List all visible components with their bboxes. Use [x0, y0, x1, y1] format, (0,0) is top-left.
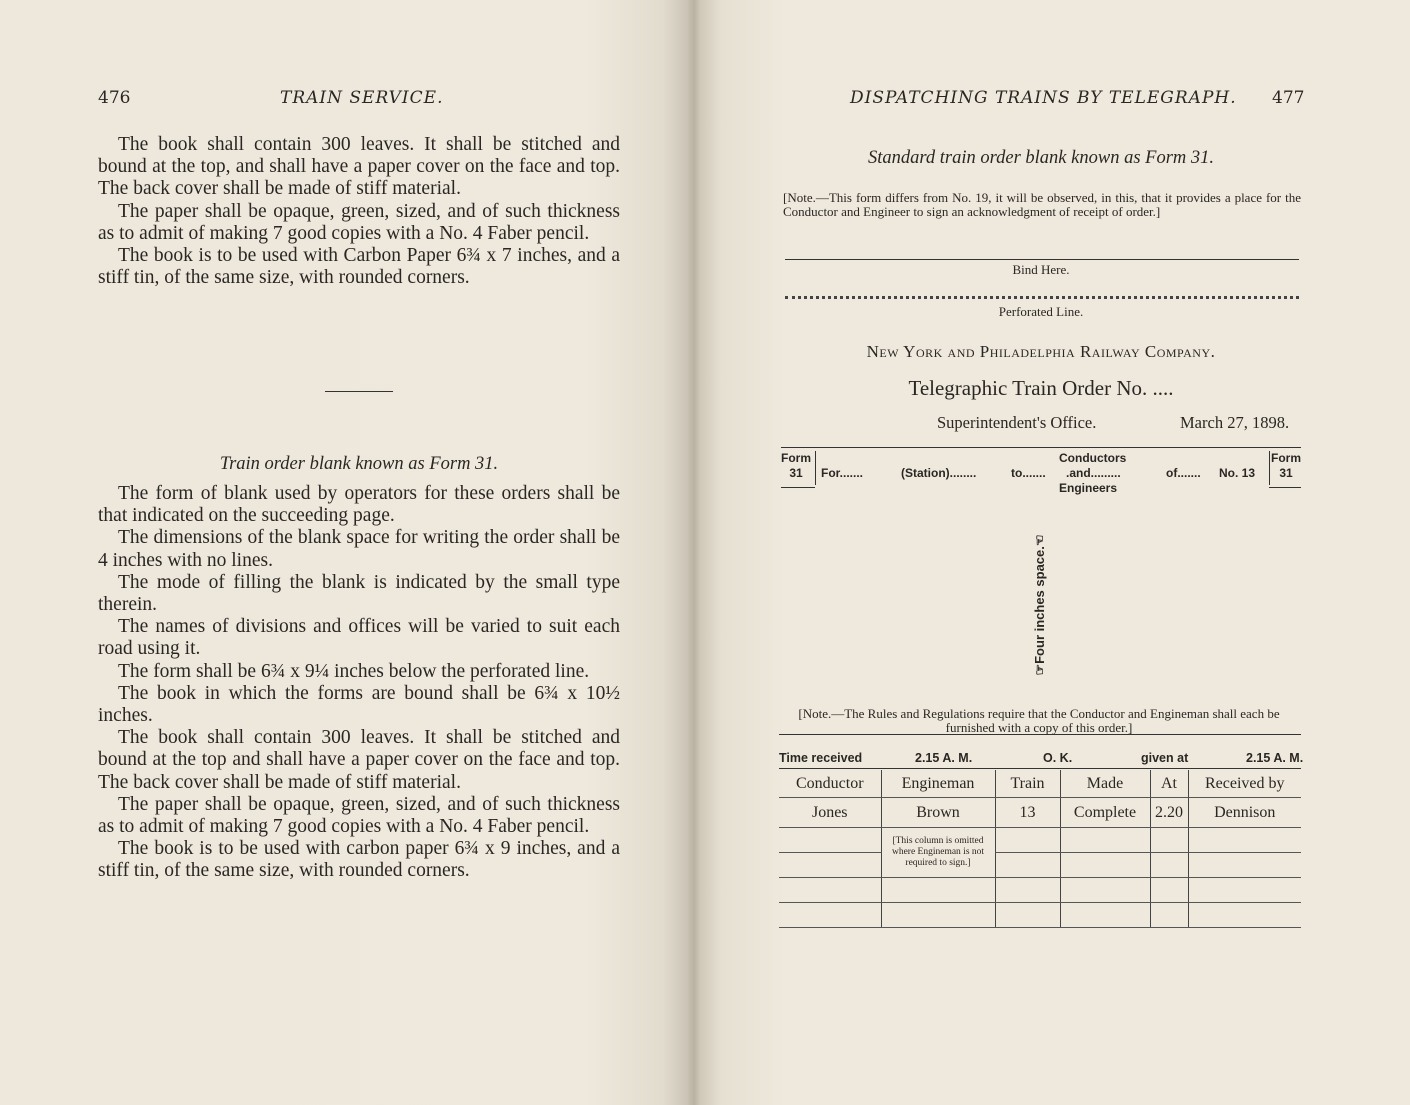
blank-cell — [1188, 853, 1301, 878]
cell-conductor: Jones — [779, 798, 881, 828]
paragraph: The form shall be 6¾ x 9¼ inches below the perforated line. — [118, 660, 590, 682]
paragraph: The paper shall be opaque, green, sized, and of such thickness as to admit of making 7 good copies with a No. 4 Faber pencil. — [98, 793, 620, 838]
paragraph: The names of divisions and offices will be varied to suit each road using it. — [98, 616, 620, 660]
blank-cell — [1060, 828, 1150, 853]
cell-received-by: Dennison — [1188, 798, 1301, 828]
blank-cell — [995, 878, 1060, 903]
given-at-label: given at — [1141, 751, 1189, 765]
four-inches-label: ☞Four inches space.☜ — [1032, 534, 1047, 676]
paragraph: The book shall contain 300 leaves. It shall be stitched and bound at the top, and shall have a paper cover on the face and top. The back cover shall be made of stiff material. — [98, 134, 620, 200]
cell-at: 2.20 — [1150, 798, 1188, 828]
blank-cell — [779, 853, 881, 878]
blank-cell — [1060, 903, 1150, 928]
perforated-line-label: Perforated Line. — [998, 304, 1084, 319]
blank-cell — [1150, 878, 1188, 903]
engineman-column-note: [This column is omitted where Engineman is not required to sign.] — [881, 828, 995, 878]
col-header-engineman: Engineman — [881, 770, 995, 798]
blank-cell — [1188, 828, 1301, 853]
form-number-right: 31 — [1279, 466, 1293, 480]
intro-text — [98, 134, 620, 289]
col-header-conductor: Conductor — [779, 770, 881, 798]
cell-engineman: Brown — [881, 798, 995, 828]
blank-cell — [995, 903, 1060, 928]
ok-label: O. K. — [1043, 751, 1073, 765]
for-field: For....... — [821, 466, 864, 480]
acknowledgment-table — [779, 770, 1301, 928]
col-header-train: Train — [995, 770, 1060, 798]
col-header-at: At — [1150, 770, 1188, 798]
time-received-label: Time received — [779, 751, 863, 765]
of-field: of....... — [1166, 466, 1201, 480]
four-inches-space — [1028, 535, 1052, 675]
col-header-made: Made — [1060, 770, 1150, 798]
train-number-field: No. 13 — [1219, 466, 1256, 480]
table-row — [779, 878, 1301, 903]
blank-cell — [779, 878, 881, 903]
blank-cell — [1188, 878, 1301, 903]
form-label-right: Form — [1271, 451, 1301, 465]
blank-cell — [881, 903, 995, 928]
paragraph: The dimensions of the blank space for writing the order shall be 4 inches with no lines. — [98, 527, 620, 571]
form-box-rule — [1269, 487, 1301, 488]
note-top: [Note.—This form differs from No. 19, it will be observed, in this, that it provides a place for the Conductor and Engineer to sign an acknowledgment of receipt of order.] — [783, 190, 1301, 219]
left-page — [0, 0, 690, 1105]
table-row — [779, 798, 1301, 828]
blank-cell — [1188, 903, 1301, 928]
time-row-top-rule — [779, 734, 1301, 735]
blank-cell — [1060, 878, 1150, 903]
bind-here-label: Bind Here. — [1012, 262, 1070, 277]
running-head: TRAIN SERVICE. — [280, 88, 444, 108]
col-header-received-by: Received by — [1188, 770, 1301, 798]
and-field: .and......... — [1066, 466, 1121, 480]
form-number-left: 31 — [789, 466, 803, 480]
given-at-time: 2.15 A. M. — [1246, 751, 1304, 765]
cell-made: Complete — [1060, 798, 1150, 828]
form-address-line — [781, 449, 1301, 495]
blank-cell — [995, 828, 1060, 853]
conductors-label: Conductors — [1059, 451, 1127, 465]
table-header-row — [779, 770, 1301, 798]
table-row — [779, 853, 1301, 878]
bind-rule — [785, 259, 1299, 260]
paragraph: The book in which the forms are bound shall be 6¾ x 10½ inches. — [98, 682, 620, 727]
form-label-left: Form — [781, 451, 811, 465]
running-head: DISPATCHING TRAINS BY TELEGRAPH. — [850, 88, 1237, 108]
engineers-label: Engineers — [1059, 481, 1118, 495]
office-label: Superintendent's Office. — [937, 413, 1097, 432]
paragraph: The mode of filling the blank is indicated by the small type therein. — [98, 571, 620, 616]
time-received-value: 2.15 A. M. — [915, 751, 973, 765]
perforated-rule — [785, 296, 1299, 299]
form-box-rule — [781, 487, 815, 488]
paragraph: The book is to be used with carbon paper 6¾ x 9 inches, and a stiff tin, of the same size, with rounded corners. — [98, 838, 620, 882]
station-field: (Station)........ — [901, 466, 977, 480]
paragraph: The form of blank used by operators for these orders shall be that indicated on the succeeding page. — [98, 483, 620, 527]
note-bottom: [Note.—The Rules and Regulations require that the Conductor and Engineman shall each be furnished with a copy of this order.] — [798, 706, 1280, 735]
blank-cell — [1150, 853, 1188, 878]
blank-cell — [779, 828, 881, 853]
blank-cell — [1060, 853, 1150, 878]
section-title: Train order blank known as Form 31. — [219, 454, 499, 474]
blank-cell — [995, 853, 1060, 878]
blank-cell — [881, 878, 995, 903]
section-divider — [325, 391, 393, 392]
blank-cell — [779, 903, 881, 928]
blank-cell — [1150, 903, 1188, 928]
to-field: to....... — [1011, 466, 1046, 480]
page-number: 476 — [98, 88, 131, 108]
time-row-bottom-rule — [779, 768, 1301, 769]
paragraph: The book shall contain 300 leaves. It shall be stitched and bound at the top and shall have a paper cover on the face and top. The back cover shall be made of stiff material. — [98, 727, 620, 793]
company-name: New York and Philadelphia Railway Company. — [866, 342, 1216, 361]
paragraph: The book is to be used with Carbon Paper 6¾ x 7 inches, and a stiff tin, of the same size, with rounded corners. — [98, 245, 620, 289]
table-row — [779, 903, 1301, 928]
order-date: March 27, 1898. — [1180, 413, 1290, 432]
form-divider — [1269, 451, 1270, 485]
blank-cell — [1150, 828, 1188, 853]
table-row — [779, 828, 1301, 853]
section-text — [98, 483, 620, 883]
paragraph: The paper shall be opaque, green, sized, and of such thickness as to admit of making 7 good copies with a No. 4 Faber pencil. — [98, 200, 620, 244]
form-title: Standard train order blank known as Form 31. — [867, 148, 1215, 168]
page-number: 477 — [1272, 88, 1305, 108]
form-divider — [815, 451, 816, 485]
order-title: Telegraphic Train Order No. .... — [908, 376, 1174, 400]
form-top-rule — [781, 447, 1301, 448]
cell-train: 13 — [995, 798, 1060, 828]
